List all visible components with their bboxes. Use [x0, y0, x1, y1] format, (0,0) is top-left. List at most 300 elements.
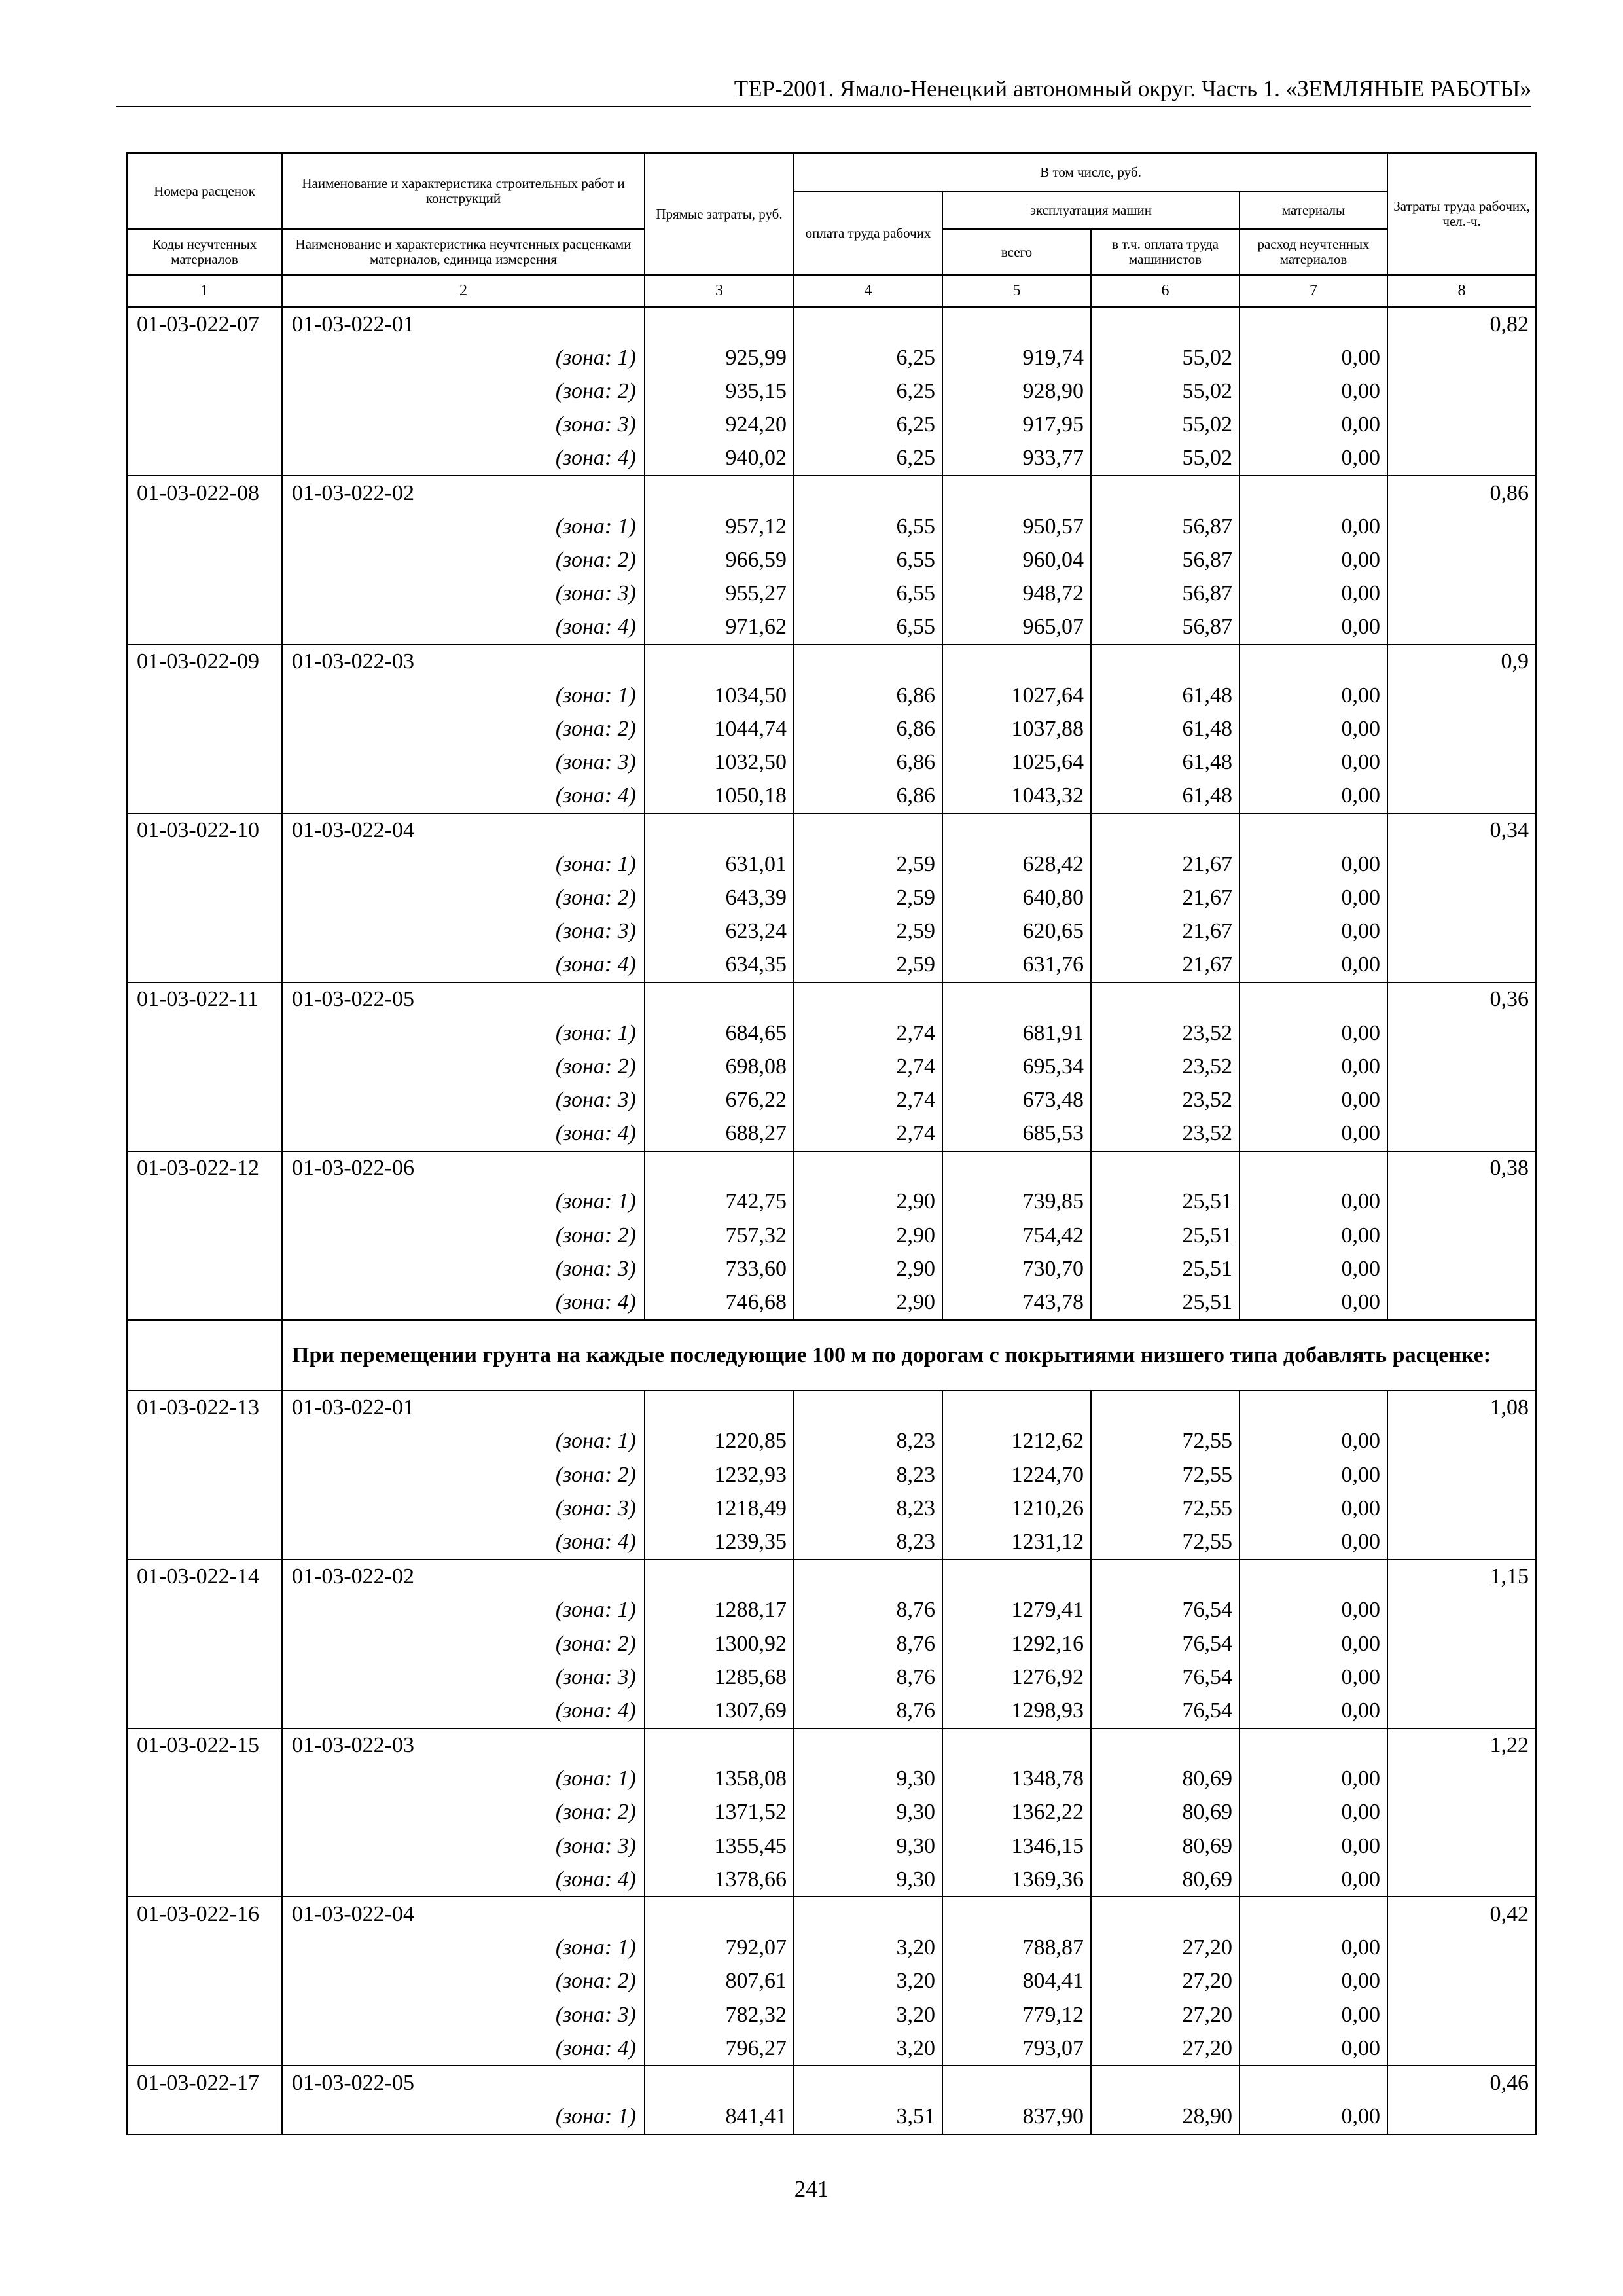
worker-wages: 8,23 [794, 1525, 942, 1559]
materials-consumption: 0,00 [1240, 2100, 1387, 2134]
zone-row [127, 1863, 1536, 1897]
empty-cell [127, 948, 282, 982]
rate-code: 01-03-022-11 [127, 982, 282, 1016]
empty-cell [794, 982, 942, 1016]
empty-cell [127, 1627, 282, 1660]
zone-row [127, 1458, 1536, 1492]
machines-total: 919,74 [942, 341, 1091, 374]
materials-consumption: 0,00 [1240, 1425, 1387, 1458]
empty-cell [942, 1560, 1091, 1594]
zone-label: (зона: 3) [282, 577, 645, 611]
zone-row [127, 1050, 1536, 1083]
base-rate-code: 01-03-022-06 [282, 1151, 645, 1185]
table-header [127, 153, 1536, 307]
empty-cell [942, 1729, 1091, 1763]
direct-costs: 757,32 [645, 1219, 794, 1252]
column-number: 8 [1387, 275, 1536, 307]
direct-costs: 1220,85 [645, 1425, 794, 1458]
column-number: 4 [794, 275, 942, 307]
worker-wages: 6,86 [794, 712, 942, 745]
zone-label: (зона: 3) [282, 1492, 645, 1525]
worker-wages: 9,30 [794, 1829, 942, 1863]
operator-wages: 23,52 [1091, 1050, 1240, 1083]
machines-total: 948,72 [942, 577, 1091, 611]
header-machine-operation: эксплуатация машин [942, 192, 1240, 229]
empty-cell [1387, 1219, 1536, 1252]
zone-row [127, 2032, 1536, 2066]
empty-cell [794, 645, 942, 679]
empty-cell [1091, 307, 1240, 341]
empty-cell [127, 914, 282, 948]
empty-cell [942, 2066, 1091, 2100]
zone-label: (зона: 1) [282, 679, 645, 712]
zone-row [127, 408, 1536, 442]
machines-total: 685,53 [942, 1117, 1091, 1151]
zone-label: (зона: 2) [282, 712, 645, 745]
empty-cell [1387, 442, 1536, 476]
machines-total: 788,87 [942, 1931, 1091, 1965]
rate-code: 01-03-022-09 [127, 645, 282, 679]
empty-cell [127, 1425, 282, 1458]
base-rate-code: 01-03-022-01 [282, 1391, 645, 1425]
operator-wages: 72,55 [1091, 1492, 1240, 1525]
rate-code: 01-03-022-17 [127, 2066, 282, 2100]
empty-cell [645, 1391, 794, 1425]
operator-wages: 76,54 [1091, 1694, 1240, 1728]
empty-cell [1387, 712, 1536, 745]
direct-costs: 1371,52 [645, 1796, 794, 1829]
empty-cell [127, 1763, 282, 1796]
labor-costs: 0,86 [1387, 476, 1536, 510]
base-rate-code: 01-03-022-03 [282, 1729, 645, 1763]
worker-wages: 6,25 [794, 408, 942, 442]
empty-cell [794, 1897, 942, 1931]
zone-label: (зона: 1) [282, 848, 645, 881]
empty-cell [1387, 1863, 1536, 1897]
worker-wages: 8,23 [794, 1492, 942, 1525]
direct-costs: 957,12 [645, 510, 794, 543]
empty-cell [1387, 510, 1536, 543]
empty-cell [1387, 1660, 1536, 1694]
labor-costs: 0,82 [1387, 307, 1536, 341]
empty-cell [1240, 1729, 1387, 1763]
zone-label: (зона: 3) [282, 408, 645, 442]
materials-consumption: 0,00 [1240, 1763, 1387, 1796]
column-number: 7 [1240, 275, 1387, 307]
empty-cell [1387, 1185, 1536, 1219]
empty-cell [1240, 814, 1387, 848]
operator-wages: 56,87 [1091, 510, 1240, 543]
operator-wages: 61,48 [1091, 679, 1240, 712]
machines-total: 950,57 [942, 510, 1091, 543]
rates-table [126, 152, 1537, 2135]
worker-wages: 2,90 [794, 1219, 942, 1252]
empty-cell [1091, 1897, 1240, 1931]
direct-costs: 742,75 [645, 1185, 794, 1219]
empty-cell [942, 814, 1091, 848]
empty-cell [645, 2066, 794, 2100]
materials-consumption: 0,00 [1240, 577, 1387, 611]
base-rate-code: 01-03-022-05 [282, 2066, 645, 2100]
worker-wages: 6,55 [794, 611, 942, 645]
zone-label: (зона: 4) [282, 611, 645, 645]
empty-cell [127, 1117, 282, 1151]
page-header [116, 73, 1531, 107]
zone-row [127, 2100, 1536, 2134]
operator-wages: 72,55 [1091, 1425, 1240, 1458]
worker-wages: 6,86 [794, 780, 942, 814]
operator-wages: 27,20 [1091, 1931, 1240, 1965]
machines-total: 793,07 [942, 2032, 1091, 2066]
materials-consumption: 0,00 [1240, 1627, 1387, 1660]
zone-row [127, 948, 1536, 982]
materials-consumption: 0,00 [1240, 374, 1387, 408]
direct-costs: 935,15 [645, 374, 794, 408]
zone-row [127, 881, 1536, 914]
operator-wages: 72,55 [1091, 1458, 1240, 1492]
empty-cell [1387, 1252, 1536, 1285]
zone-row [127, 1829, 1536, 1863]
empty-cell [942, 1391, 1091, 1425]
zone-row [127, 1796, 1536, 1829]
empty-cell [127, 1185, 282, 1219]
direct-costs: 1034,50 [645, 679, 794, 712]
zone-row [127, 1525, 1536, 1559]
materials-consumption: 0,00 [1240, 1694, 1387, 1728]
empty-cell [1387, 341, 1536, 374]
machines-total: 804,41 [942, 1965, 1091, 1998]
rate-code: 01-03-022-15 [127, 1729, 282, 1763]
empty-cell [1387, 577, 1536, 611]
empty-cell [1240, 1897, 1387, 1931]
materials-consumption: 0,00 [1240, 848, 1387, 881]
worker-wages: 8,76 [794, 1594, 942, 1627]
worker-wages: 6,86 [794, 679, 942, 712]
operator-wages: 76,54 [1091, 1660, 1240, 1694]
empty-cell [127, 745, 282, 779]
empty-cell [1387, 1829, 1536, 1863]
materials-consumption: 0,00 [1240, 1829, 1387, 1863]
zone-row [127, 1594, 1536, 1627]
materials-consumption: 0,00 [1240, 341, 1387, 374]
zone-row [127, 1660, 1536, 1694]
machines-total: 1043,32 [942, 780, 1091, 814]
section-note-row [127, 1320, 1536, 1391]
empty-cell [645, 1151, 794, 1185]
materials-consumption: 0,00 [1240, 1998, 1387, 2032]
empty-cell [1387, 1931, 1536, 1965]
empty-cell [1387, 1083, 1536, 1117]
empty-cell [1387, 543, 1536, 577]
empty-cell [127, 1594, 282, 1627]
empty-cell [127, 1796, 282, 1829]
column-numbers-row [127, 275, 1536, 307]
empty-cell [127, 848, 282, 881]
empty-cell [1387, 1117, 1536, 1151]
empty-cell [1091, 1729, 1240, 1763]
direct-costs: 792,07 [645, 1931, 794, 1965]
note-empty-cell [127, 1320, 282, 1391]
operator-wages: 28,90 [1091, 2100, 1240, 2134]
zone-row [127, 1219, 1536, 1252]
zone-label: (зона: 2) [282, 374, 645, 408]
machines-total: 779,12 [942, 1998, 1091, 2032]
page-number: 241 [794, 2176, 829, 2202]
empty-cell [127, 341, 282, 374]
materials-consumption: 0,00 [1240, 1219, 1387, 1252]
zone-label: (зона: 3) [282, 914, 645, 948]
zone-label: (зона: 3) [282, 1252, 645, 1285]
empty-cell [794, 476, 942, 510]
empty-cell [1240, 645, 1387, 679]
header-machines-total: всего [942, 229, 1091, 275]
empty-cell [1387, 1050, 1536, 1083]
zone-row [127, 611, 1536, 645]
operator-wages: 80,69 [1091, 1763, 1240, 1796]
operator-wages: 61,48 [1091, 712, 1240, 745]
materials-consumption: 0,00 [1240, 780, 1387, 814]
materials-consumption: 0,00 [1240, 2032, 1387, 2066]
operator-wages: 61,48 [1091, 780, 1240, 814]
rate-row [127, 1729, 1536, 1763]
materials-consumption: 0,00 [1240, 1525, 1387, 1559]
materials-consumption: 0,00 [1240, 1252, 1387, 1285]
direct-costs: 1239,35 [645, 1525, 794, 1559]
labor-costs: 1,22 [1387, 1729, 1536, 1763]
zone-row [127, 1016, 1536, 1050]
zone-row [127, 1998, 1536, 2032]
worker-wages: 3,20 [794, 1998, 942, 2032]
labor-costs: 0,38 [1387, 1151, 1536, 1185]
zone-label: (зона: 1) [282, 1931, 645, 1965]
empty-cell [1091, 645, 1240, 679]
empty-cell [127, 1829, 282, 1863]
machines-total: 1369,36 [942, 1863, 1091, 1897]
operator-wages: 23,52 [1091, 1117, 1240, 1151]
operator-wages: 80,69 [1091, 1863, 1240, 1897]
zone-label: (зона: 3) [282, 1998, 645, 2032]
empty-cell [1387, 408, 1536, 442]
base-rate-code: 01-03-022-02 [282, 476, 645, 510]
empty-cell [1240, 1391, 1387, 1425]
direct-costs: 1358,08 [645, 1763, 794, 1796]
table-body [127, 307, 1536, 2134]
empty-cell [127, 442, 282, 476]
header-operator-wages: в т.ч. оплата труда машинистов [1091, 229, 1240, 275]
zone-label: (зона: 4) [282, 1285, 645, 1319]
empty-cell [127, 1016, 282, 1050]
zone-label: (зона: 2) [282, 1796, 645, 1829]
worker-wages: 3,20 [794, 2032, 942, 2066]
column-number: 6 [1091, 275, 1240, 307]
materials-consumption: 0,00 [1240, 543, 1387, 577]
zone-label: (зона: 4) [282, 1863, 645, 1897]
empty-cell [1387, 1492, 1536, 1525]
zone-row [127, 1285, 1536, 1319]
operator-wages: 56,87 [1091, 543, 1240, 577]
empty-cell [1240, 307, 1387, 341]
section-note: При перемещении грунта на каждые последующие 100 м по дорогам с покрытиями низшего типа добавлять расценке: [282, 1320, 1536, 1391]
labor-costs: 0,42 [1387, 1897, 1536, 1931]
machines-total: 628,42 [942, 848, 1091, 881]
empty-cell [1387, 780, 1536, 814]
machines-total: 1037,88 [942, 712, 1091, 745]
empty-cell [127, 611, 282, 645]
direct-costs: 698,08 [645, 1050, 794, 1083]
materials-consumption: 0,00 [1240, 1458, 1387, 1492]
machines-total: 933,77 [942, 442, 1091, 476]
zone-label: (зона: 1) [282, 341, 645, 374]
direct-costs: 955,27 [645, 577, 794, 611]
operator-wages: 56,87 [1091, 577, 1240, 611]
empty-cell [127, 1492, 282, 1525]
empty-cell [1091, 476, 1240, 510]
empty-cell [1240, 1560, 1387, 1594]
operator-wages: 27,20 [1091, 1998, 1240, 2032]
header-materials: материалы [1240, 192, 1387, 229]
zone-label: (зона: 4) [282, 948, 645, 982]
empty-cell [1091, 1391, 1240, 1425]
header-unaccounted-codes: Коды неучтенных материалов [127, 229, 282, 275]
zone-label: (зона: 3) [282, 745, 645, 779]
machines-total: 739,85 [942, 1185, 1091, 1219]
empty-cell [127, 1219, 282, 1252]
zone-label: (зона: 3) [282, 1829, 645, 1863]
zone-row [127, 1425, 1536, 1458]
direct-costs: 676,22 [645, 1083, 794, 1117]
rate-row [127, 476, 1536, 510]
empty-cell [127, 543, 282, 577]
empty-cell [1387, 1694, 1536, 1728]
direct-costs: 1032,50 [645, 745, 794, 779]
empty-cell [942, 1897, 1091, 1931]
rate-row [127, 645, 1536, 679]
machines-total: 1298,93 [942, 1694, 1091, 1728]
empty-cell [942, 982, 1091, 1016]
empty-cell [1387, 948, 1536, 982]
worker-wages: 3,20 [794, 1931, 942, 1965]
empty-cell [1387, 1285, 1536, 1319]
worker-wages: 9,30 [794, 1863, 942, 1897]
zone-label: (зона: 1) [282, 2100, 645, 2134]
zone-row [127, 442, 1536, 476]
empty-cell [1387, 1965, 1536, 1998]
materials-consumption: 0,00 [1240, 679, 1387, 712]
empty-cell [645, 645, 794, 679]
worker-wages: 8,76 [794, 1694, 942, 1728]
empty-cell [942, 307, 1091, 341]
rate-row [127, 1391, 1536, 1425]
direct-costs: 746,68 [645, 1285, 794, 1319]
zone-label: (зона: 4) [282, 2032, 645, 2066]
direct-costs: 940,02 [645, 442, 794, 476]
machines-total: 1346,15 [942, 1829, 1091, 1863]
empty-cell [1387, 881, 1536, 914]
zone-row [127, 374, 1536, 408]
machines-total: 1292,16 [942, 1627, 1091, 1660]
zone-label: (зона: 2) [282, 543, 645, 577]
empty-cell [645, 1729, 794, 1763]
zone-label: (зона: 1) [282, 510, 645, 543]
worker-wages: 6,25 [794, 442, 942, 476]
machines-total: 1212,62 [942, 1425, 1091, 1458]
zone-row [127, 712, 1536, 745]
header-direct-costs: Прямые затраты, руб. [645, 153, 794, 275]
zone-row [127, 510, 1536, 543]
materials-consumption: 0,00 [1240, 611, 1387, 645]
machines-total: 1279,41 [942, 1594, 1091, 1627]
materials-consumption: 0,00 [1240, 1863, 1387, 1897]
machines-total: 1231,12 [942, 1525, 1091, 1559]
zone-label: (зона: 4) [282, 1694, 645, 1728]
materials-consumption: 0,00 [1240, 1117, 1387, 1151]
header-rate-numbers: Номера расценок [127, 153, 282, 229]
empty-cell [127, 1252, 282, 1285]
worker-wages: 8,76 [794, 1660, 942, 1694]
zone-label: (зона: 1) [282, 1763, 645, 1796]
empty-cell [127, 374, 282, 408]
empty-cell [794, 1560, 942, 1594]
operator-wages: 56,87 [1091, 611, 1240, 645]
worker-wages: 2,59 [794, 914, 942, 948]
operator-wages: 55,02 [1091, 442, 1240, 476]
materials-consumption: 0,00 [1240, 712, 1387, 745]
zone-label: (зона: 4) [282, 1117, 645, 1151]
empty-cell [1091, 982, 1240, 1016]
worker-wages: 2,74 [794, 1117, 942, 1151]
column-number: 3 [645, 275, 794, 307]
direct-costs: 643,39 [645, 881, 794, 914]
empty-cell [127, 1694, 282, 1728]
operator-wages: 25,51 [1091, 1185, 1240, 1219]
direct-costs: 684,65 [645, 1016, 794, 1050]
column-number: 1 [127, 275, 282, 307]
machines-total: 1224,70 [942, 1458, 1091, 1492]
direct-costs: 733,60 [645, 1252, 794, 1285]
empty-cell [1091, 1560, 1240, 1594]
rate-row [127, 1897, 1536, 1931]
zone-row [127, 543, 1536, 577]
zone-row [127, 780, 1536, 814]
machines-total: 1210,26 [942, 1492, 1091, 1525]
worker-wages: 2,90 [794, 1185, 942, 1219]
operator-wages: 55,02 [1091, 374, 1240, 408]
direct-costs: 1050,18 [645, 780, 794, 814]
operator-wages: 72,55 [1091, 1525, 1240, 1559]
operator-wages: 27,20 [1091, 1965, 1240, 1998]
machines-total: 1362,22 [942, 1796, 1091, 1829]
zone-label: (зона: 4) [282, 1525, 645, 1559]
empty-cell [127, 577, 282, 611]
direct-costs: 1307,69 [645, 1694, 794, 1728]
operator-wages: 25,51 [1091, 1285, 1240, 1319]
zone-label: (зона: 1) [282, 1185, 645, 1219]
base-rate-code: 01-03-022-03 [282, 645, 645, 679]
materials-consumption: 0,00 [1240, 948, 1387, 982]
materials-consumption: 0,00 [1240, 1931, 1387, 1965]
worker-wages: 3,51 [794, 2100, 942, 2134]
materials-consumption: 0,00 [1240, 1016, 1387, 1050]
worker-wages: 8,23 [794, 1458, 942, 1492]
machines-total: 837,90 [942, 2100, 1091, 2134]
empty-cell [127, 1965, 282, 1998]
materials-consumption: 0,00 [1240, 881, 1387, 914]
zone-row [127, 914, 1536, 948]
zone-label: (зона: 3) [282, 1660, 645, 1694]
empty-cell [127, 881, 282, 914]
empty-cell [1240, 2066, 1387, 2100]
zone-label: (зона: 1) [282, 1016, 645, 1050]
